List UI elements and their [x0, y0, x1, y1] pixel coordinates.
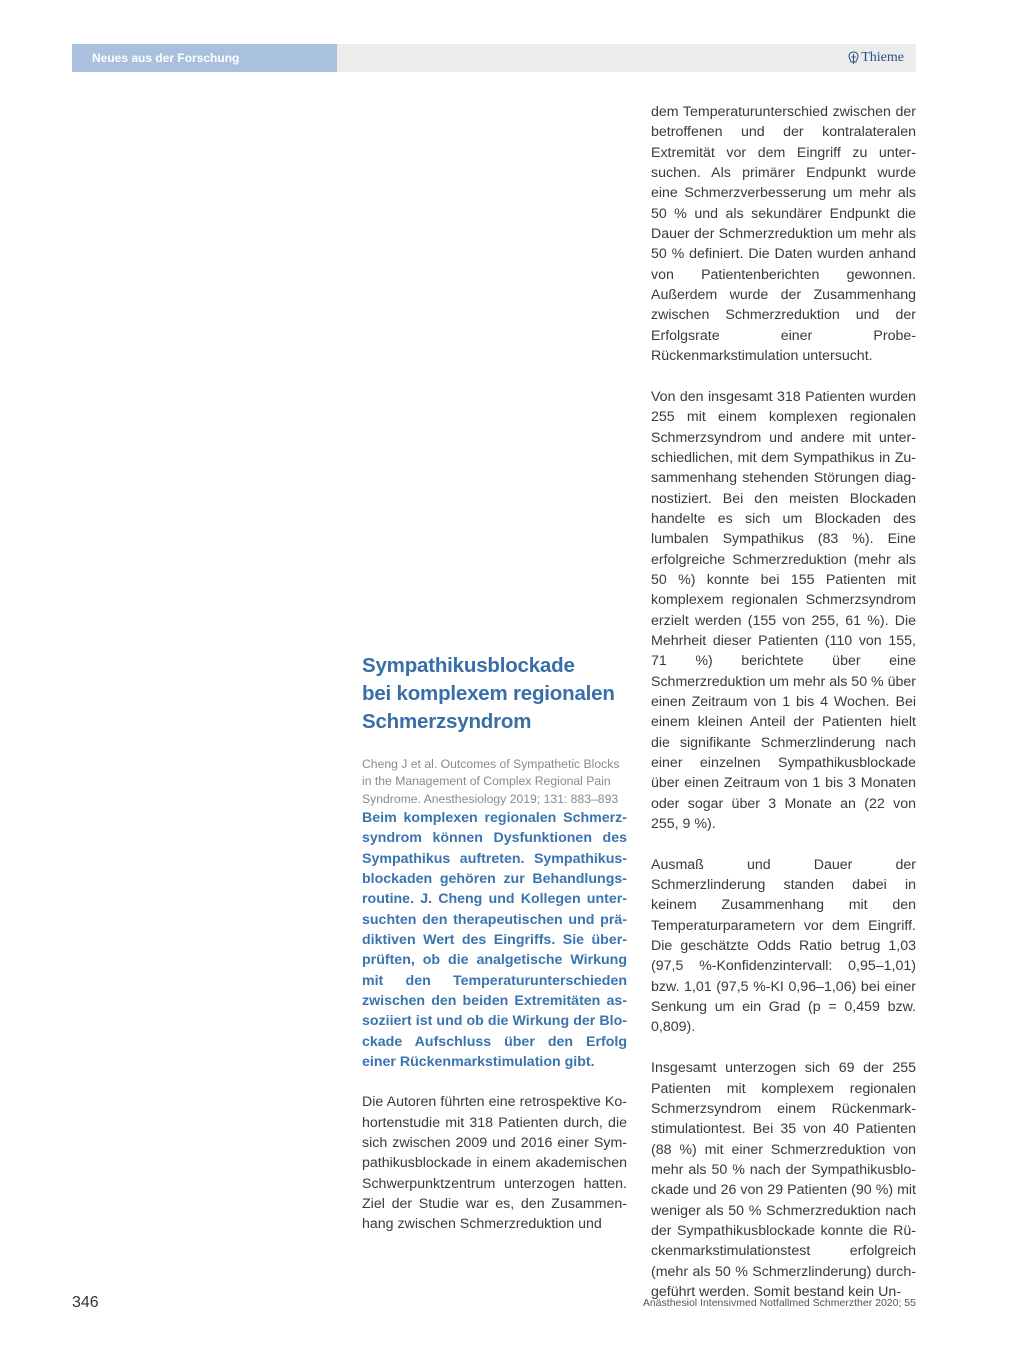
body-paragraph: Von den insgesamt 318 Patienten wurden 255 mit einem komplexen regionalen Schmerzsyndrom und andere mit unterschiedlichen, mit dem Sympathikus in Zusammenhang stehenden Störungen diagnostiziert. Bei den meisten Blockaden handelte es sich um Blockaden des lumbalen Sympathikus (83 %). Eine erfolgreiche Schmerzreduktion (mehr als 50 %) konnte bei 155 Patienten mit komplexem regionalen Schmerzsyndrom erzielt werden (155 von 255, 61 %). Die Mehrheit dieser Patienten (110 von 155, 71 %) berichtete über eine Schmerzreduktion um mehr als 50 % über einen Zeitraum von 1 bis 4 Wochen. Bei einem kleinen Anteil der Patienten hielt die signifikante Schmerzlinderung nach einer einzelnen Sympathikusblockade über einen Zeitraum von 1 bis 3 Monaten oder sogar über 3 Monate an (22 von 255, 9 %).: [651, 388, 916, 833]
publisher-name: Thieme: [861, 50, 904, 65]
article-title: [362, 652, 627, 736]
thieme-logo-icon: [848, 51, 859, 65]
right-column: [651, 102, 916, 1302]
lead-paragraph: Beim komplexen regionalen Schmerzsyndrom können Dysfunktionen des Sympathikus auftreten. Sympathikusblockaden gehören zur Behandlungsroutine. J. Cheng und Kollegen untersuchten den therapeutischen und prädiktiven Wert des Eingriffs. Sie überprüften, ob die analgetische Wirkung mit den Temperaturunterschieden zwischen den beiden Extremitäten assoziiert ist und ob die Wirkung der Blockade Aufschluss über den Erfolg einer Rückenmarkstimulation gibt.: [362, 809, 627, 1071]
journal-reference: Anästhesiol Intensivmed Notfallmed Schmerzther 2020; 55: [642, 1297, 916, 1309]
title-line: bei komplexem regionalen: [362, 682, 615, 705]
title-line: Sympathikusblockade: [362, 654, 575, 677]
middle-column: [362, 652, 627, 1235]
section-tag: Neues aus der Forschung: [72, 44, 337, 72]
page-number: 346: [72, 1294, 99, 1311]
body-paragraph: Insgesamt unterzogen sich 69 der 255 Patienten mit komplexem regionalen Schmerzsyndrom einem Rückenmarkstimulationtest. Bei 35 von 40 Patienten (88 %) mit einer Schmerzreduktion von mehr als 50 % nach der Sympathikusblockade und 26 von 29 Patienten (90 %) mit weniger als 50 % Schmerzreduktion nach der Sympathikusblockade konnte die Rückenmarkstimulationstest erfolgreich (mehr als 50 % Schmerzlinderung) durchgeführt werden. Somit bestand kein Un-: [651, 1060, 916, 1300]
running-header: [72, 44, 916, 72]
body-paragraph-continued: dem Temperaturunterschied zwischen der betroffenen und der kontralateralen Extremität vor dem Eingriff zu untersuchen. Als primärer Endpunkt wurde eine Schmerzverbesserung um mehr als 50 % und als sekundärer Endpunkt die Dauer der Schmerzreduktion um mehr als 50 % definiert. Die Daten wurden anhand von Patientenberichten gewonnen. Außerdem wurde der Zusammenhang zwischen Schmerzreduktion und der Erfolgsrate einer Probe-Rückenmarkstimulation untersucht.: [651, 104, 916, 365]
body-paragraph: Die Autoren führten eine retrospektive Kohortenstudie mit 318 Patienten durch, die sich zwischen 2009 und 2016 einer Sympathikusblockade in einem akademischen Schwerpunktzentrum unterzogen hatten. Ziel der Studie war es, den Zusammenhang zwischen Schmerzreduktion und: [362, 1094, 627, 1233]
citation: Cheng J et al. Outcomes of Sympathetic Blocks in the Management of Complex Regional Pain Syndrome. Anesthesiology 2019; 131: 883–893: [362, 757, 620, 806]
body-paragraph: Ausmaß und Dauer der Schmerzlinderung standen dabei in keinem Zusammenhang mit den Temperaturparametern vor dem Eingriff. Die geschätzte Odds Ratio betrug 1,03 (97,5 %-Konfidenzintervall: 0,95–1,01) bzw. 1,01 (97,5 %-KI 0,96–1,06) bei einer Senkung um ein Grad (p = 0,459 bzw. 0,809).: [651, 856, 916, 1036]
publisher-logo: [848, 44, 904, 72]
title-line: Schmerzsyndrom: [362, 710, 532, 733]
